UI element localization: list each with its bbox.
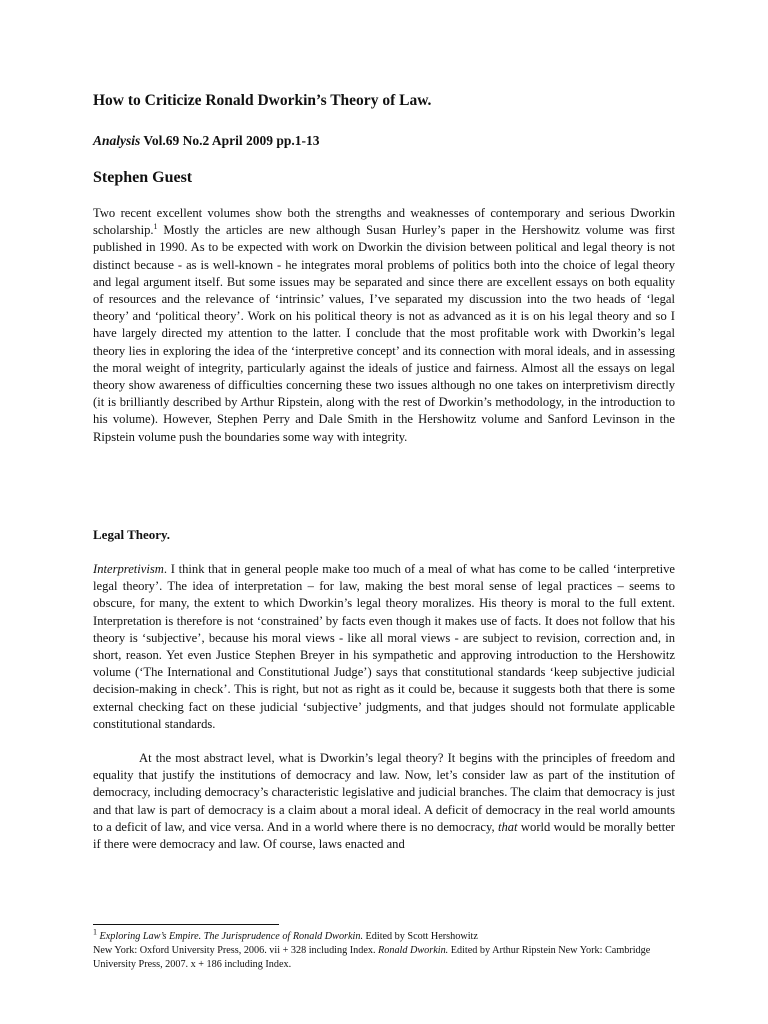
footnote-book1-details: Edited by Scott Hershowitz: [363, 931, 478, 942]
article-title: How to Criticize Ronald Dworkin’s Theory of Law.: [93, 92, 432, 109]
author-name: Stephen Guest: [93, 169, 193, 186]
intro-paragraph: [93, 205, 675, 446]
journal-details: Vol.69 No.2 April 2009 pp.1-13: [140, 133, 320, 148]
paragraph-text-b: world would be morally better if there were democracy and law. Of course, laws enacted and: [93, 819, 675, 852]
intro-text-a: Two recent excellent volumes show both the strengths and weaknesses of contemporary and serious Dworkin scholarship.: [93, 206, 675, 238]
footnote-line2: New York: Oxford University Press, 2006. vii + 328 including Index.: [93, 945, 379, 956]
paragraph-text-a: At the most abstract level, what is Dworkin’s legal theory? It begins with the principles of freedom and equality that justify the institutions of democracy and law. Now, let’s consider law as part of the institution of democracy, including democracy’s characteristic legislative and judicial branches. The claim that democracy is just and that law is part of democracy is a claim about a moral ideal. A deficit of democracy in the real world amounts to a deficit of law, and vice versa. And in a world where there is no democracy,: [93, 751, 675, 834]
footnote-ref[interactable]: 1: [153, 222, 158, 232]
paragraph-lead-term: Interpretivism: [93, 562, 164, 576]
footnote-number: 1: [93, 927, 97, 937]
paragraph-text: . I think that in general people make too much of a meal of what has come to be called ‘interpretive legal theory’. The idea of interpretation – for law, making the best moral sense of legal practices – seems to obscure, for many, the extent to which Dworkin’s legal theory moralizes. His theory is moral to the full extent. Interpretation is therefore is not ‘constrained’ by facts even though it makes use of facts. It does not follow that his theory is ‘subjective’, because his moral views - like all moral views - are subject to revision, correction and, in short, reason. Yet even Justice Stephen Breyer in his sympathetic and approving introduction to the Hershowitz volume (‘The International and Constitutional Judge’) says that constitutional standards ‘keep subjective judicial decision-making in check’. This is right, but not as right as it could be, because it suggests both that there is some external checking fact on these judicial ‘subjective’ judgments, and that judges should not formulate applicable constitutional standards.: [93, 562, 675, 731]
interpretivism-paragraph: [93, 561, 675, 733]
emphasis-word: that: [497, 819, 518, 834]
journal-name: Analysis: [93, 133, 141, 148]
footnote: [93, 927, 675, 972]
intro-text-b: Mostly the articles are new although Susan Hurley’s paper in the Hershowitz volume was first published in 1990. As to be expected with work on Dworkin the division between political and legal theory is not distinct because - as is well-known - he integrates moral problems of politics both into the choice of legal theory and legal argument itself. But some issues may be separated and since there are excellent essays on both equality of resources and the relevance of ‘intrinsic’ values, I’ve separated my discussion into the two heads of ‘legal theory’ and ‘political theory’. Work on his political theory is not as advanced as it is on his legal theory and so I have largely directed my attention to the latter. I conclude that the most profitable work with Dworkin’s legal theory lies in exploring the idea of the ‘interpretive concept’ and its connection with moral ideals, and in assessing the moral weight of integrity, particularly against the ideals of justice and fairness. Almost all the essays on legal theory show awareness of difficulties concerning these two issues although no one takes on interpretivism directly (it is brilliantly described by Arthur Ripstein, along with the rest of Dworkin’s methodology, in the introduction to his volume). However, Stephen Perry and Dale Smith in the Hershowitz volume and Sanford Levinson in the Ripstein volume push the boundaries some way with integrity.: [93, 223, 675, 444]
footnote-divider: [93, 924, 279, 925]
footnote-book1-title: Exploring Law’s Empire. The Jurisprudence of Ronald Dworkin.: [99, 931, 363, 942]
footnote-book2-title: Ronald Dworkin.: [378, 945, 449, 956]
section-heading: Legal Theory.: [93, 527, 171, 542]
abstract-level-paragraph: [93, 750, 675, 853]
journal-citation: [93, 133, 320, 149]
footnote-book2-details: Edited by Arthur Ripstein New York: Cambridge University Press, 2007. x + 186 including Index.: [93, 945, 651, 970]
